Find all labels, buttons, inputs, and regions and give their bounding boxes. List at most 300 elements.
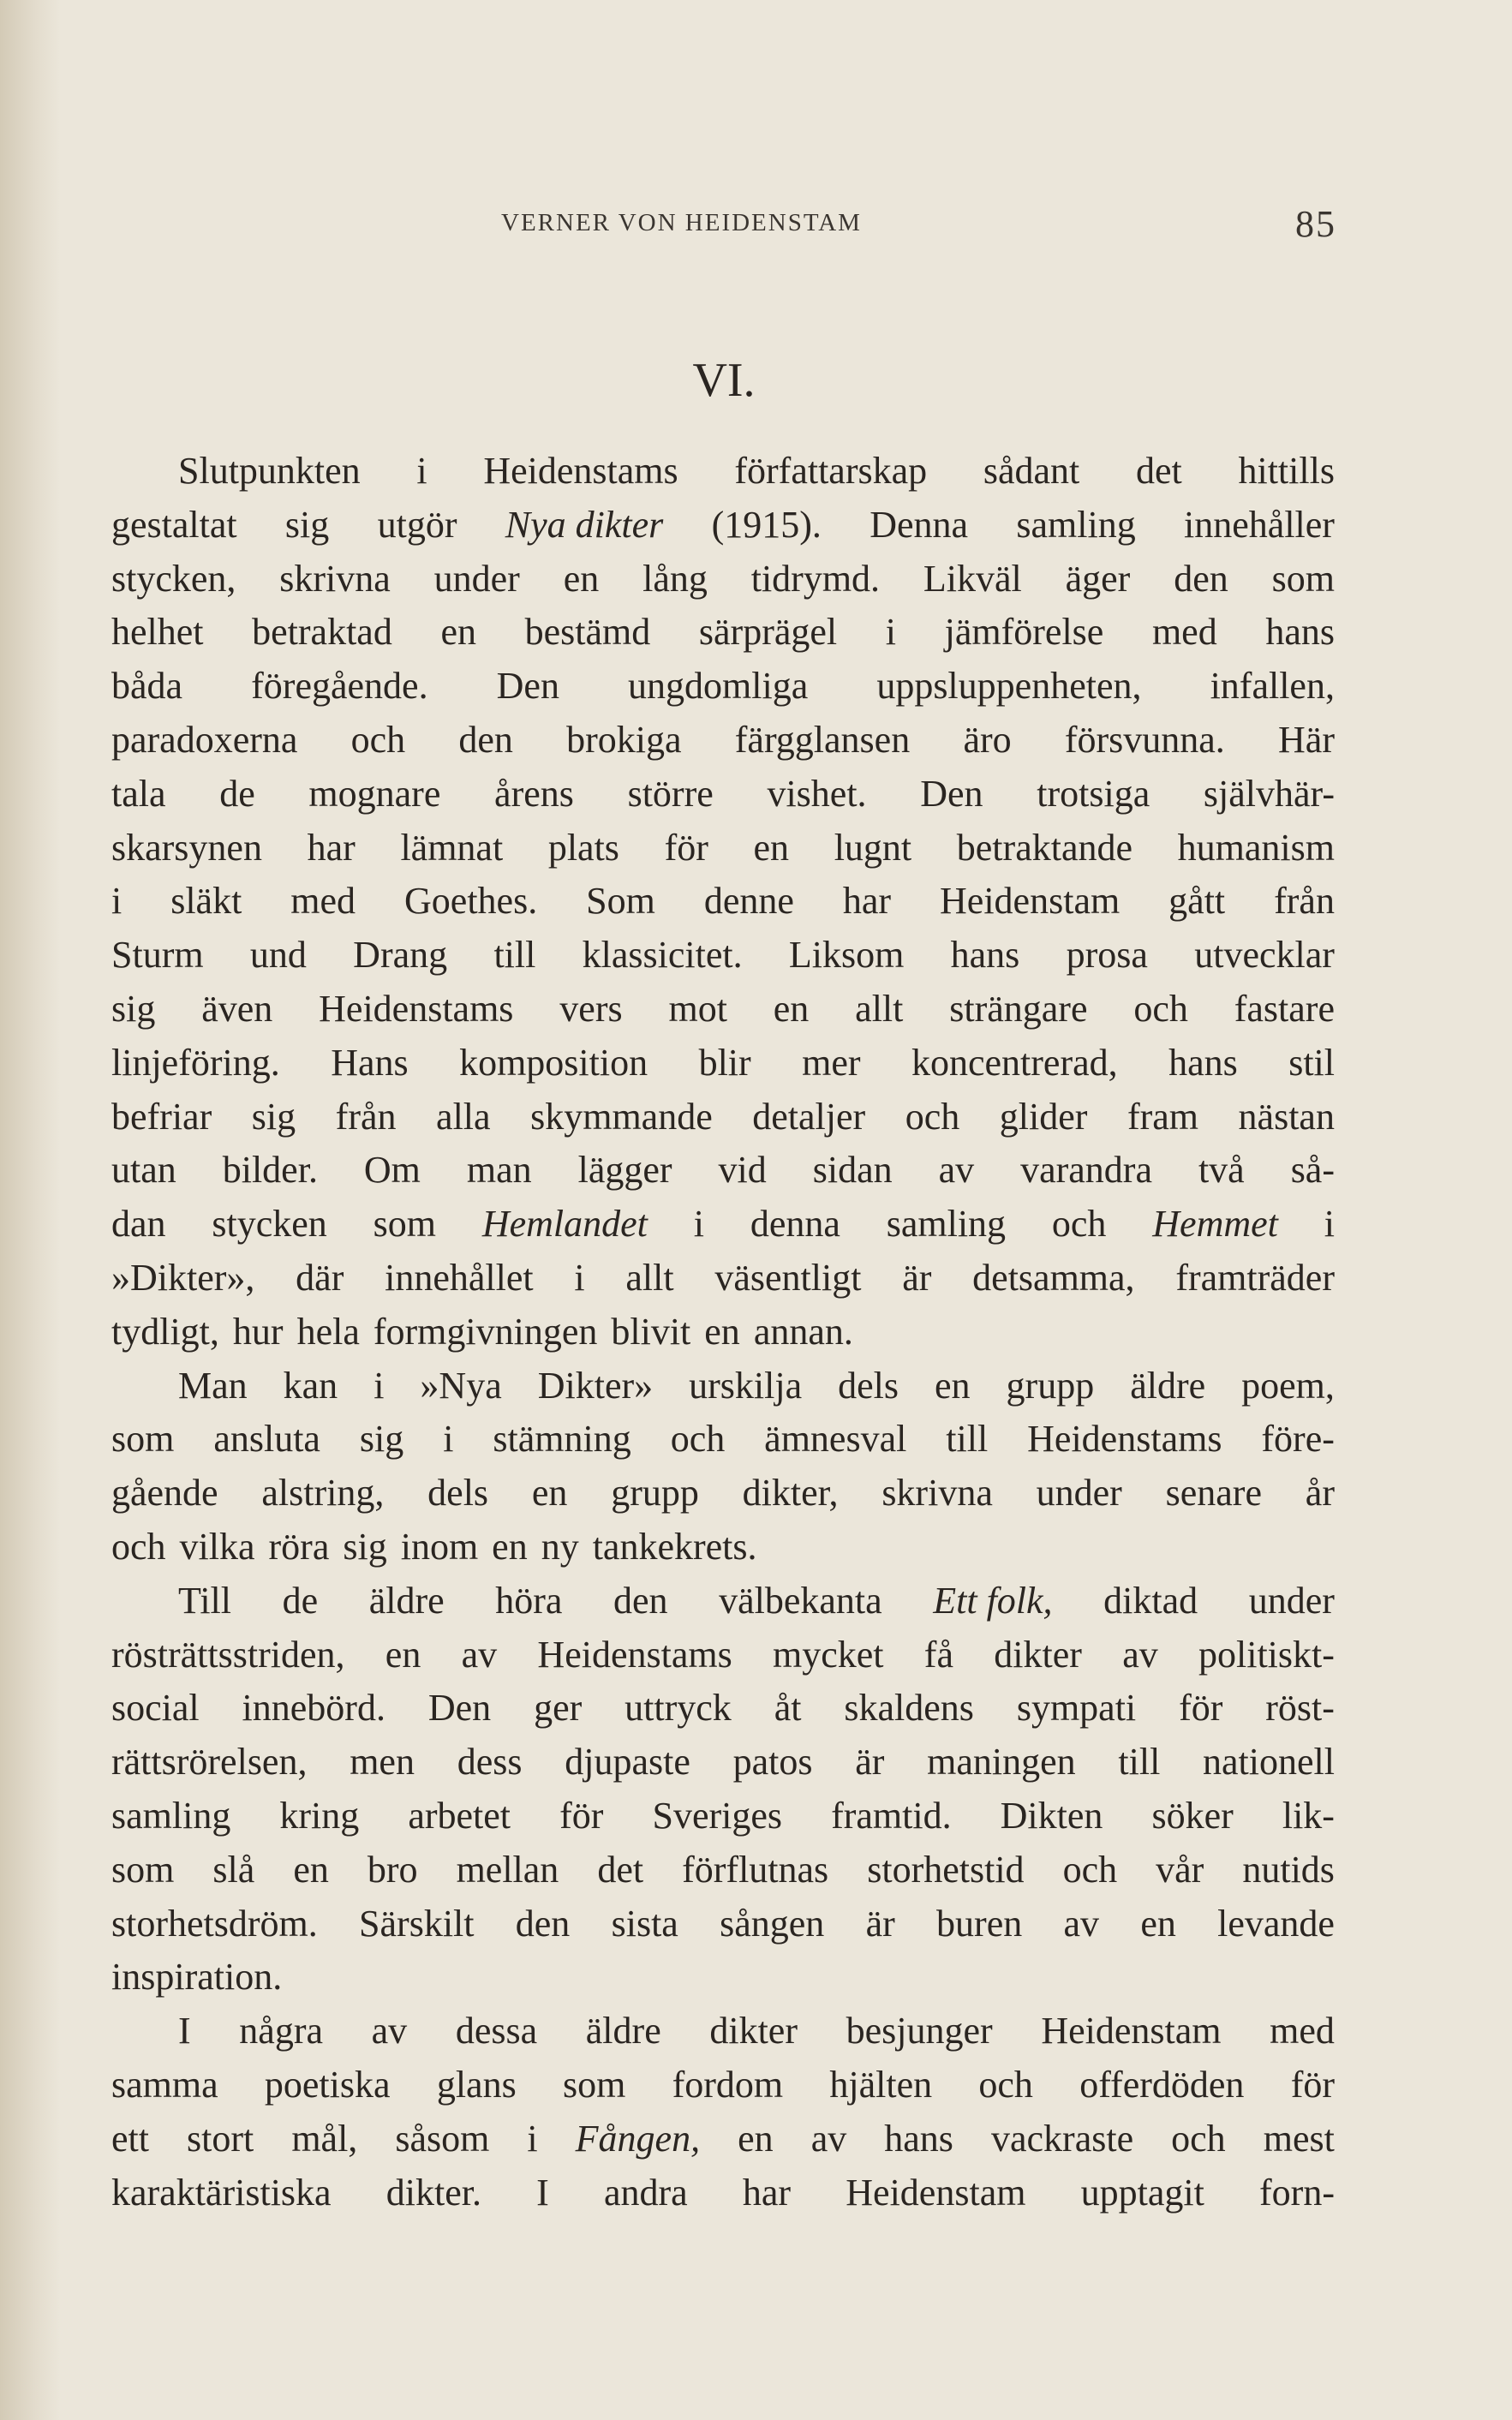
word: Den (427, 1687, 492, 1730)
word: trotsiga (1037, 772, 1150, 815)
word: Heidenstams (319, 987, 514, 1030)
word: social (111, 1687, 200, 1730)
word: politiskt- (1198, 1633, 1335, 1676)
word: sig (359, 1418, 404, 1461)
word: med (1151, 611, 1217, 654)
word: söker (1151, 1794, 1234, 1837)
word: Man (178, 1364, 248, 1407)
word: forn- (1259, 2171, 1335, 2214)
word: levande (1217, 1902, 1335, 1945)
word: den (458, 718, 513, 761)
word: Fången, (575, 2117, 701, 2160)
text-line (111, 714, 1335, 768)
word: plats (547, 826, 619, 869)
word: en (385, 1633, 421, 1676)
word: glider (999, 1095, 1088, 1138)
word: denna (750, 1203, 840, 1246)
text-line (111, 445, 1335, 499)
word: poem, (1241, 1364, 1335, 1407)
word: allt (625, 1256, 674, 1299)
word: sig (111, 987, 156, 1030)
word: poetiska (264, 2063, 391, 2106)
word: dan (111, 1203, 166, 1246)
word: så- (1290, 1149, 1335, 1192)
word: färgglansen (734, 718, 911, 761)
text-line (111, 929, 1335, 983)
word: innehåller (1184, 503, 1335, 546)
word: lång (642, 557, 708, 600)
word: lägger (577, 1149, 672, 1192)
word: utvecklar (1194, 934, 1335, 977)
word: prosa (1066, 934, 1148, 977)
word: Nya dikter (505, 503, 664, 546)
word: skrivna (279, 557, 391, 600)
word: gestaltat (111, 503, 237, 546)
word: gående (111, 1472, 218, 1515)
word: fram (1127, 1095, 1199, 1138)
word: och (1171, 2117, 1226, 2160)
word: som (373, 1203, 436, 1246)
word: den (515, 1902, 571, 1945)
text-line (111, 822, 1335, 875)
word: ungdomliga (628, 665, 809, 708)
word: glans (436, 2063, 517, 2106)
word: det (1136, 450, 1182, 492)
word: nationell (1203, 1741, 1335, 1784)
text-line (111, 1198, 1335, 1252)
word: Heidenstams (537, 1633, 732, 1676)
word: storhetstid (867, 1848, 1025, 1891)
word: nutids (1242, 1848, 1335, 1891)
word: den (1174, 557, 1228, 600)
word: stil (1288, 1041, 1335, 1084)
word: samling (886, 1203, 1007, 1246)
word: en (563, 557, 600, 600)
word: en (738, 2117, 774, 2160)
word: Den (496, 665, 559, 708)
word: Sveriges (652, 1794, 783, 1837)
word: är (865, 1902, 895, 1945)
word: en (704, 1310, 740, 1353)
word: Sturm (111, 934, 204, 977)
word: infallen, (1210, 665, 1335, 708)
word: sången (720, 1902, 825, 1945)
word: av (461, 1633, 498, 1676)
word: sig (343, 1525, 387, 1568)
word: av (1122, 1633, 1158, 1676)
word: tidrymd. (750, 557, 881, 600)
word: av (1063, 1902, 1100, 1945)
word: rättsrörelsen, (111, 1741, 308, 1784)
word: och (1062, 1848, 1118, 1891)
word: och (1133, 987, 1188, 1030)
word: en (773, 987, 810, 1030)
word: dels (838, 1364, 899, 1407)
word: betraktande (956, 826, 1133, 869)
word: karaktäristiska (111, 2171, 332, 2214)
paragraph (111, 1359, 1335, 1574)
word: före- (1261, 1418, 1335, 1461)
word: gått (1168, 880, 1226, 923)
word: Denna (870, 503, 969, 546)
word: Särskilt (359, 1902, 475, 1945)
word: hans (950, 934, 1020, 977)
word: men (350, 1741, 415, 1784)
word: en (293, 1848, 329, 1891)
word: båda (111, 665, 183, 708)
word: »Dikter», (111, 1256, 255, 1299)
word: stort (187, 2117, 254, 2160)
paragraph (111, 2005, 1335, 2220)
word: betraktad (252, 611, 392, 654)
word: Slutpunkten (178, 450, 361, 492)
word: hans (884, 2117, 953, 2160)
word: sig (251, 1095, 296, 1138)
word: till (493, 934, 536, 977)
text-line (111, 1090, 1335, 1144)
word: utgör (377, 503, 457, 546)
word: lugnt (834, 826, 912, 869)
word: med (290, 880, 356, 923)
word: stycken, (111, 557, 236, 600)
word: stycken (212, 1203, 327, 1246)
word: ämnesval (764, 1418, 907, 1461)
text-line (111, 768, 1335, 822)
word: slå (212, 1848, 255, 1891)
word: äro (963, 718, 1012, 761)
word: sådant (983, 450, 1080, 492)
word: äldre (585, 2010, 661, 2053)
word: större (627, 772, 714, 815)
word: Hemlandet (481, 1203, 648, 1246)
word: förflutnas (682, 1848, 829, 1891)
word: för (664, 826, 708, 869)
word: Drang (353, 934, 448, 977)
word: Om (363, 1149, 421, 1192)
word: mot (668, 987, 727, 1030)
text-line (111, 1682, 1335, 1736)
word: hela (296, 1310, 360, 1353)
word: strängare (949, 987, 1088, 1030)
word: tydligt, (111, 1310, 219, 1353)
word: ger (534, 1687, 583, 1730)
paragraph (111, 1574, 1335, 2005)
word: blivit (611, 1310, 691, 1353)
word: Dikten (1000, 1794, 1103, 1837)
word: av (938, 1149, 975, 1192)
word: äger (1065, 557, 1131, 600)
word: föregående. (251, 665, 428, 708)
text-line (111, 983, 1335, 1037)
word: grupp (1006, 1364, 1095, 1407)
word: självhär- (1203, 772, 1335, 815)
word: offerdöden (1079, 2063, 1245, 2106)
word: fastare (1234, 987, 1335, 1030)
word: Dikter» (537, 1364, 654, 1407)
word: Likväl (923, 557, 1022, 600)
word: brokiga (566, 718, 682, 761)
text-line (111, 2058, 1335, 2112)
word: tankekrets. (592, 1525, 757, 1568)
word: som (111, 1418, 175, 1461)
word: höra (495, 1579, 563, 1622)
word: ett (111, 2117, 149, 2160)
word: andra (604, 2171, 688, 2214)
word: kan (283, 1364, 338, 1407)
page-number: 85 (1295, 203, 1336, 245)
word: skarsynen (111, 826, 262, 869)
word: ansluta (213, 1418, 320, 1461)
word: och (978, 2063, 1033, 2106)
word: vilka (179, 1525, 255, 1568)
page-header (111, 202, 1336, 262)
word: sidan (812, 1149, 893, 1192)
word: Heidenstams (483, 450, 678, 492)
word: mål, (291, 2117, 358, 2160)
word: ny (541, 1525, 579, 1568)
running-title: VERNER VON HEIDENSTAM (501, 209, 862, 236)
word: i (1324, 1203, 1335, 1246)
word: försvunna. (1064, 718, 1225, 761)
text-line (111, 1467, 1335, 1521)
text-line (111, 875, 1335, 929)
word: I (536, 2171, 549, 2214)
word: alstring, (261, 1472, 385, 1515)
word: i (693, 1203, 704, 1246)
text-line (111, 1037, 1335, 1090)
word: dikter. (385, 2171, 481, 2214)
text-line (111, 1574, 1335, 1628)
word: innehållet (385, 1256, 534, 1299)
word: en (440, 611, 476, 654)
word: djupaste (565, 1741, 690, 1784)
word: mycket (773, 1633, 884, 1676)
word: uttryck (625, 1687, 732, 1730)
word: mest (1263, 2117, 1335, 2160)
text-line (111, 1306, 1335, 1359)
word: för (1179, 1687, 1223, 1730)
word: linjeföring. (111, 1041, 280, 1084)
word: och (111, 1525, 166, 1568)
word: Goethes. (404, 880, 538, 923)
text-line (111, 1790, 1335, 1843)
text-line (111, 1521, 1335, 1574)
word: till (946, 1418, 989, 1461)
word: där (296, 1256, 344, 1299)
word: Den (920, 772, 983, 815)
word: komposition (459, 1041, 648, 1084)
word: befriar (111, 1095, 212, 1138)
word: har (307, 826, 356, 869)
word: maningen (927, 1741, 1076, 1784)
word: inspiration. (111, 1956, 283, 1999)
word: kring (279, 1794, 360, 1837)
word: mellan (456, 1848, 559, 1891)
paragraph (111, 445, 1335, 1359)
word: sista (611, 1902, 678, 1945)
word: samling (111, 1794, 231, 1837)
word: vackraste (990, 2117, 1134, 2160)
word: tala (111, 772, 166, 815)
word: dikter (709, 2010, 798, 2053)
word: och (905, 1095, 960, 1138)
chapter-heading: VI. (692, 354, 756, 407)
word: Ett folk, (933, 1579, 1053, 1622)
word: formgivningen (373, 1310, 598, 1353)
word: »Nya (420, 1364, 502, 1407)
word: vers (559, 987, 623, 1030)
word: Här (1278, 718, 1335, 761)
word: Hans (331, 1041, 409, 1084)
word: arbetet (408, 1794, 511, 1837)
word: grupp (611, 1472, 699, 1515)
word: och (1051, 1203, 1107, 1246)
word: få (923, 1633, 953, 1676)
word: Heidenstams (1027, 1418, 1222, 1461)
word: hans (1168, 1041, 1238, 1084)
word: Heidenstam (1041, 2010, 1222, 2053)
word: som (1271, 557, 1335, 600)
word: dess (457, 1741, 523, 1784)
word: denne (703, 880, 794, 923)
word: en (531, 1472, 568, 1515)
word: senare (1165, 1472, 1262, 1515)
text-line (111, 2112, 1335, 2166)
word: diktad (1103, 1579, 1198, 1622)
text-line (111, 499, 1335, 553)
text-line (111, 2005, 1335, 2058)
word: humanism (1177, 826, 1335, 869)
word: några (239, 2010, 324, 2053)
word: för (559, 1794, 604, 1837)
word: stämning (493, 1418, 631, 1461)
word: samling (1016, 503, 1136, 546)
word: under (1036, 1472, 1122, 1515)
word: och (350, 718, 406, 761)
word: jämförelse (944, 611, 1104, 654)
word: i (111, 880, 123, 923)
word: mognare (308, 772, 441, 815)
word: har (842, 880, 892, 923)
word: år (1305, 1472, 1335, 1515)
word: röst- (1265, 1687, 1335, 1730)
word: skaldens (844, 1687, 974, 1730)
word: und (249, 934, 307, 977)
word: i (443, 1418, 454, 1461)
word: fordom (672, 2063, 784, 2106)
word: de (282, 1579, 319, 1622)
word: man (466, 1149, 532, 1192)
word: buren (936, 1902, 1023, 1945)
text-line (111, 1951, 1335, 2005)
word: paradoxerna (111, 718, 298, 761)
text-line (111, 1843, 1335, 1897)
word: koncentrerad, (911, 1041, 1118, 1084)
word: det (597, 1848, 644, 1891)
word: vishet. (767, 772, 867, 815)
word: vår (1156, 1848, 1204, 1891)
word: och (670, 1418, 726, 1461)
text-line (111, 1252, 1335, 1306)
word: lämnat (400, 826, 504, 869)
word: i (416, 450, 427, 492)
word: röra (268, 1525, 330, 1568)
word: utan (111, 1149, 176, 1192)
word: med (1270, 2010, 1335, 2053)
word: två (1198, 1149, 1245, 1192)
word: detaljer (752, 1095, 866, 1138)
word: skrivna (882, 1472, 993, 1515)
word: i (885, 611, 896, 654)
word: storhetsdröm. (111, 1902, 318, 1945)
word: rösträttsstriden, (111, 1633, 345, 1676)
word: bilder. (222, 1149, 318, 1192)
word: mer (802, 1041, 861, 1084)
word: den (613, 1579, 668, 1622)
word: har (742, 2171, 792, 2214)
word: blir (698, 1041, 751, 1084)
word: framtid. (831, 1794, 952, 1837)
word: Liksom (788, 934, 905, 977)
word: en (492, 1525, 528, 1568)
word: särprägel (698, 611, 838, 654)
word: urskilja (689, 1364, 803, 1407)
text-line (111, 606, 1335, 660)
text-line (111, 1413, 1335, 1467)
word: bro (367, 1848, 418, 1891)
word: av (371, 2010, 408, 2053)
word: Som (586, 880, 655, 923)
word: besjunger (846, 2010, 993, 2053)
word: från (335, 1095, 397, 1138)
word: lik- (1282, 1794, 1335, 1837)
word: släkt (170, 880, 242, 923)
word: välbekanta (719, 1579, 882, 1622)
word: allt (855, 987, 904, 1030)
text-line (111, 2166, 1335, 2220)
word: I (178, 2010, 191, 2053)
word: Till (178, 1579, 232, 1622)
body-text (111, 445, 1335, 2220)
word: författarskap (734, 450, 928, 492)
word: som (111, 1848, 175, 1891)
word: väsentligt (714, 1256, 862, 1299)
word: som (562, 2063, 626, 2106)
word: Heidenstam (846, 2171, 1026, 2214)
word: i (527, 2117, 538, 2160)
word: en (1140, 1902, 1176, 1945)
word: även (201, 987, 273, 1030)
word: framträder (1175, 1256, 1335, 1299)
word: såsom (395, 2117, 490, 2160)
word: hans (1265, 611, 1335, 654)
word: sig (284, 503, 330, 546)
word: under (1248, 1579, 1335, 1622)
word: patos (732, 1741, 813, 1784)
word: innebörd. (242, 1687, 385, 1730)
word: i (374, 1364, 385, 1407)
word: under (433, 557, 520, 600)
word: varandra (1020, 1149, 1152, 1192)
text-line (111, 553, 1335, 606)
word: (1915). (711, 503, 822, 546)
word: nästan (1238, 1095, 1335, 1138)
word: dikter, (742, 1472, 839, 1515)
word: är (855, 1741, 885, 1784)
word: hur (232, 1310, 284, 1353)
word: samma (111, 2063, 218, 2106)
word: vid (718, 1149, 767, 1192)
